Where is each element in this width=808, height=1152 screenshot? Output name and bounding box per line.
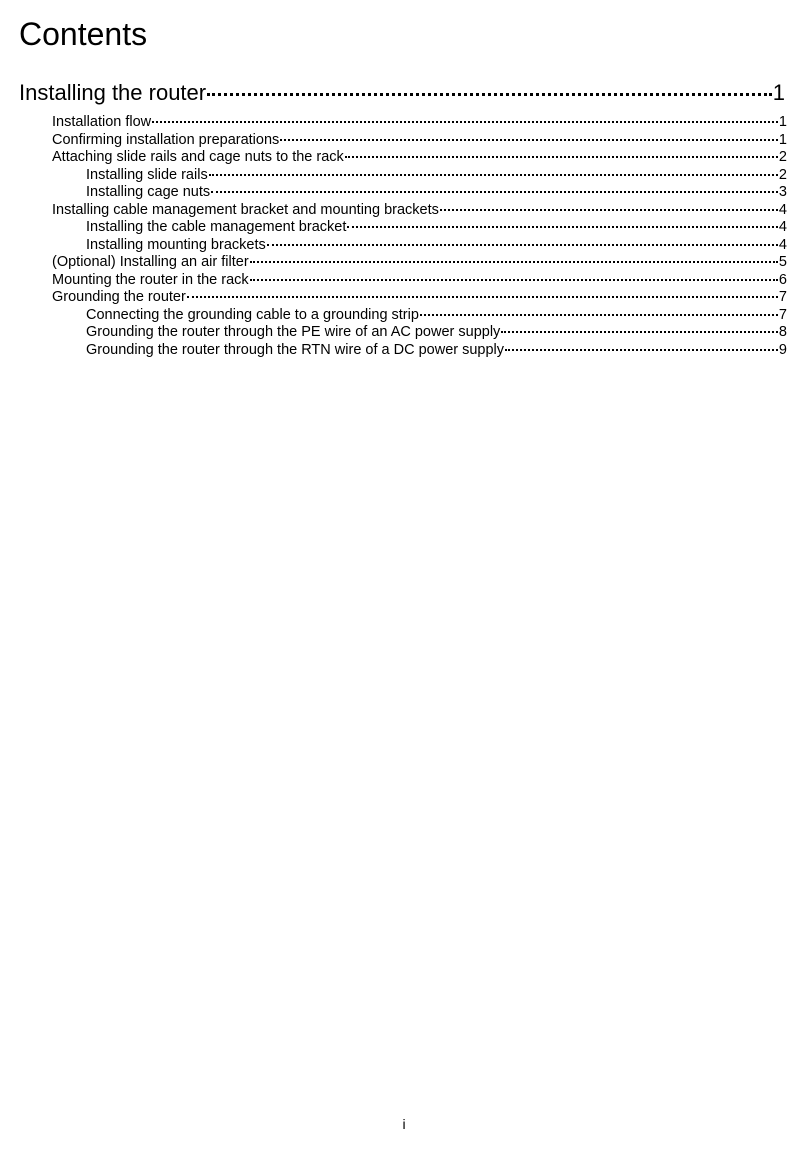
toc-entry-page-number: 4 — [778, 236, 787, 253]
toc-entry-page-number: 2 — [778, 166, 787, 183]
toc-entry[interactable] — [0, 114, 808, 132]
toc-entry[interactable] — [0, 342, 808, 360]
toc-leader-dots — [267, 244, 778, 246]
toc-entry-page-number: 8 — [778, 324, 787, 340]
toc-entry[interactable] — [0, 132, 808, 150]
toc-entry-page-number: 7 — [778, 306, 787, 323]
toc-entry[interactable] — [0, 324, 808, 342]
toc-leader-dots — [187, 296, 778, 298]
toc-entry[interactable] — [0, 184, 808, 202]
toc-entry-label: Installation flow — [52, 114, 152, 130]
toc-entry-label: Installing the cable management bracket — [86, 219, 347, 235]
toc-leader-dots — [152, 121, 778, 123]
toc-leader-dots — [420, 314, 778, 316]
toc-entry[interactable] — [0, 219, 808, 237]
toc-leader-dots — [211, 191, 778, 193]
toc-entry-label: Connecting the grounding cable to a grounding strip — [86, 306, 419, 323]
toc-leader-dots — [250, 279, 778, 281]
toc-entry-label: Installing mounting brackets — [86, 236, 266, 253]
toc-entry[interactable] — [0, 272, 808, 290]
toc-entry-label: Installing slide rails — [86, 166, 208, 183]
toc-entry-page-number: 9 — [778, 341, 787, 358]
toc-entry-page-number: 3 — [778, 184, 787, 200]
toc-entry-page-number: 2 — [778, 149, 787, 165]
toc-leader-dots — [440, 209, 778, 211]
toc-entry-label: Grounding the router through the PE wire of an AC power supply — [86, 324, 501, 340]
table-of-contents — [0, 78, 808, 359]
toc-entry-label: Installing cable management bracket and mounting brackets — [52, 201, 439, 218]
toc-entry-label: (Optional) Installing an air filter — [52, 254, 249, 270]
toc-entry-page-number: 4 — [778, 219, 787, 235]
toc-leader-dots — [345, 156, 778, 158]
toc-entry[interactable] — [0, 78, 808, 108]
toc-entry-label: Mounting the router in the rack — [52, 271, 249, 288]
toc-entry-label: Confirming installation preparations — [52, 131, 280, 148]
toc-entry-page-number: 4 — [778, 201, 787, 218]
toc-entry[interactable] — [0, 307, 808, 325]
toc-leader-dots — [505, 349, 778, 351]
toc-entry-page-number: 1 — [778, 114, 787, 130]
toc-leader-dots — [280, 139, 778, 141]
toc-leader-dots — [207, 93, 772, 96]
toc-leader-dots — [347, 226, 778, 228]
toc-entry[interactable] — [0, 202, 808, 220]
toc-entry-label: Installing cage nuts — [86, 184, 211, 200]
toc-entry-page-number: 1 — [778, 131, 787, 148]
footer-page-number: i — [402, 1116, 406, 1132]
toc-entry-page-number: 7 — [778, 289, 787, 305]
toc-entry-label: Installing the router — [19, 80, 207, 105]
toc-entry[interactable] — [0, 149, 808, 167]
toc-entry-label: Attaching slide rails and cage nuts to the rack — [52, 149, 344, 165]
page-title: Contents — [19, 16, 148, 52]
toc-entry[interactable] — [0, 289, 808, 307]
toc-entry-label: Grounding the router — [52, 289, 186, 305]
toc-entry-page-number: 5 — [778, 254, 787, 270]
toc-entry-page-number: 6 — [778, 271, 787, 288]
toc-entry[interactable] — [0, 254, 808, 272]
toc-entry[interactable] — [0, 167, 808, 185]
toc-entry-label: Grounding the router through the RTN wire of a DC power supply — [86, 341, 505, 358]
toc-leader-dots — [209, 174, 778, 176]
toc-leader-dots — [501, 331, 778, 333]
toc-entry[interactable] — [0, 237, 808, 255]
toc-entry-page-number: 1 — [772, 80, 785, 105]
toc-leader-dots — [250, 261, 778, 263]
